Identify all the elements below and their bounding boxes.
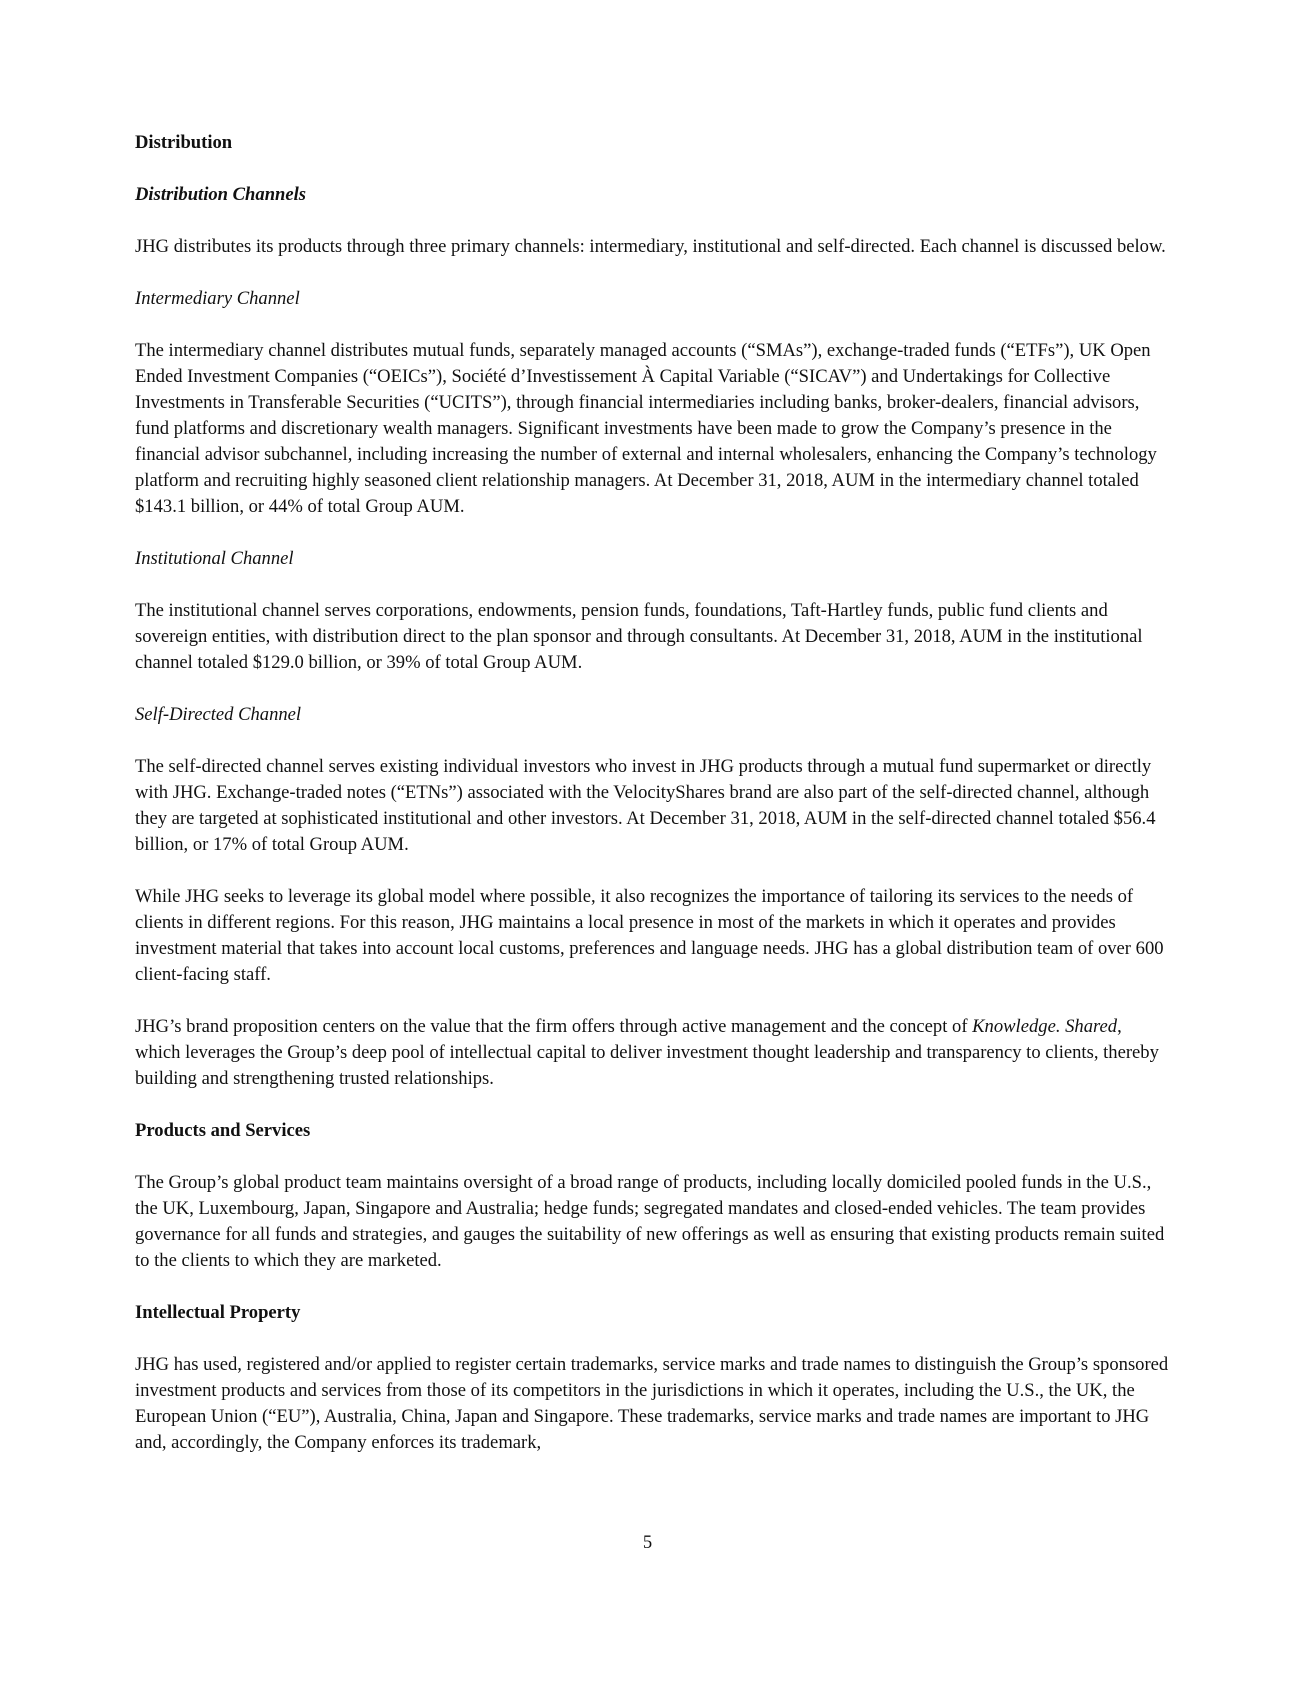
brand-intro-text: JHG’s brand proposition centers on the value that the firm offers through active management and the concept of bbox=[135, 1016, 973, 1037]
heading-intellectual-property: Intellectual Property bbox=[135, 1302, 301, 1323]
paragraph-self-directed: The self-directed channel serves existing individual investors who invest in JHG products through a mutual fund supermarket or directly with JHG. Exchange-traded notes (“ETNs”) associated with the VelocityShares brand are also part of the self-directed channel, although they are targeted at sophisticated institutional and other investors. At December 31, 2018, AUM in the self-directed channel totaled $56.4 billion, or 17% of total Group AUM. bbox=[135, 756, 1156, 855]
paragraph-global-model: While JHG seeks to leverage its global model where possible, it also recognizes the importance of tailoring its services to the needs of clients in different regions. For this reason, JHG maintains a local presence in most of the markets in which it operates and provides investment material that takes into account local customs, preferences and language needs. JHG has a global distribution team of over 600 client-facing staff. bbox=[135, 886, 1164, 985]
paragraph-institutional: The institutional channel serves corporations, endowments, pension funds, foundations, Taft-Hartley funds, public fund clients and sovereign entities, with distribution direct to the plan sponsor and through consultants. At December 31, 2018, AUM in the institutional channel totaled $129.0 billion, or 39% of total Group AUM. bbox=[135, 600, 1143, 673]
heading-distribution: Distribution bbox=[135, 132, 233, 153]
heading-distribution-channels: Distribution Channels bbox=[135, 184, 307, 205]
heading-products-and-services: Products and Services bbox=[135, 1120, 311, 1141]
brand-tagline: Knowledge. Shared bbox=[972, 1016, 1118, 1037]
document-page bbox=[135, 130, 1170, 1482]
paragraph-intermediary: The intermediary channel distributes mutual funds, separately managed accounts (“SMAs”), exchange-traded funds (“ETFs”), UK Open Ended Investment Companies (“OEICs”), Société d’Investissement À Capital Variable (“SICAV”) and Undertakings for Collective Investments in Transferable Securities (“UCITS”), through financial intermediaries including banks, broker-dealers, financial advisors, fund platforms and discretionary wealth managers. Significant investments have been made to grow the Company’s presence in the financial advisor subchannel, including increasing the number of external and internal wholesalers, enhancing the Company’s technology platform and recruiting highly seasoned client relationship managers. At December 31, 2018, AUM in the intermediary channel totaled $143.1 billion, or 44% of total Group AUM. bbox=[135, 340, 1157, 517]
paragraph-channels-intro: JHG distributes its products through three primary channels: intermediary, institutional and self-directed. Each channel is discussed below. bbox=[135, 236, 1166, 257]
paragraph-products: The Group’s global product team maintains oversight of a broad range of products, including locally domiciled pooled funds in the U.S., the UK, Luxembourg, Japan, Singapore and Australia; hedge funds; segregated mandates and closed-ended vehicles. The team provides governance for all funds and strategies, and gauges the suitability of new offerings as well as ensuring that existing products remain suited to the clients to which they are marketed. bbox=[135, 1172, 1165, 1271]
paragraph-brand bbox=[135, 1014, 1170, 1092]
heading-intermediary-channel: Intermediary Channel bbox=[135, 288, 300, 309]
brand-rest-text: , which leverages the Group’s deep pool of intellectual capital to deliver investment thought leadership and transparency to clients, thereby building and strengthening trusted relationships. bbox=[135, 1016, 1159, 1089]
page-number: 5 bbox=[642, 1532, 653, 1553]
heading-institutional-channel: Institutional Channel bbox=[135, 548, 294, 569]
heading-self-directed-channel: Self-Directed Channel bbox=[135, 704, 302, 725]
paragraph-intellectual-property: JHG has used, registered and/or applied to register certain trademarks, service marks and trade names to distinguish the Group’s sponsored investment products and services from those of its competitors in the jurisdictions in which it operates, including the U.S., the UK, the European Union (“EU”), Australia, China, Japan and Singapore. These trademarks, service marks and trade names are important to JHG and, accordingly, the Company enforces its trademark, bbox=[135, 1354, 1169, 1453]
